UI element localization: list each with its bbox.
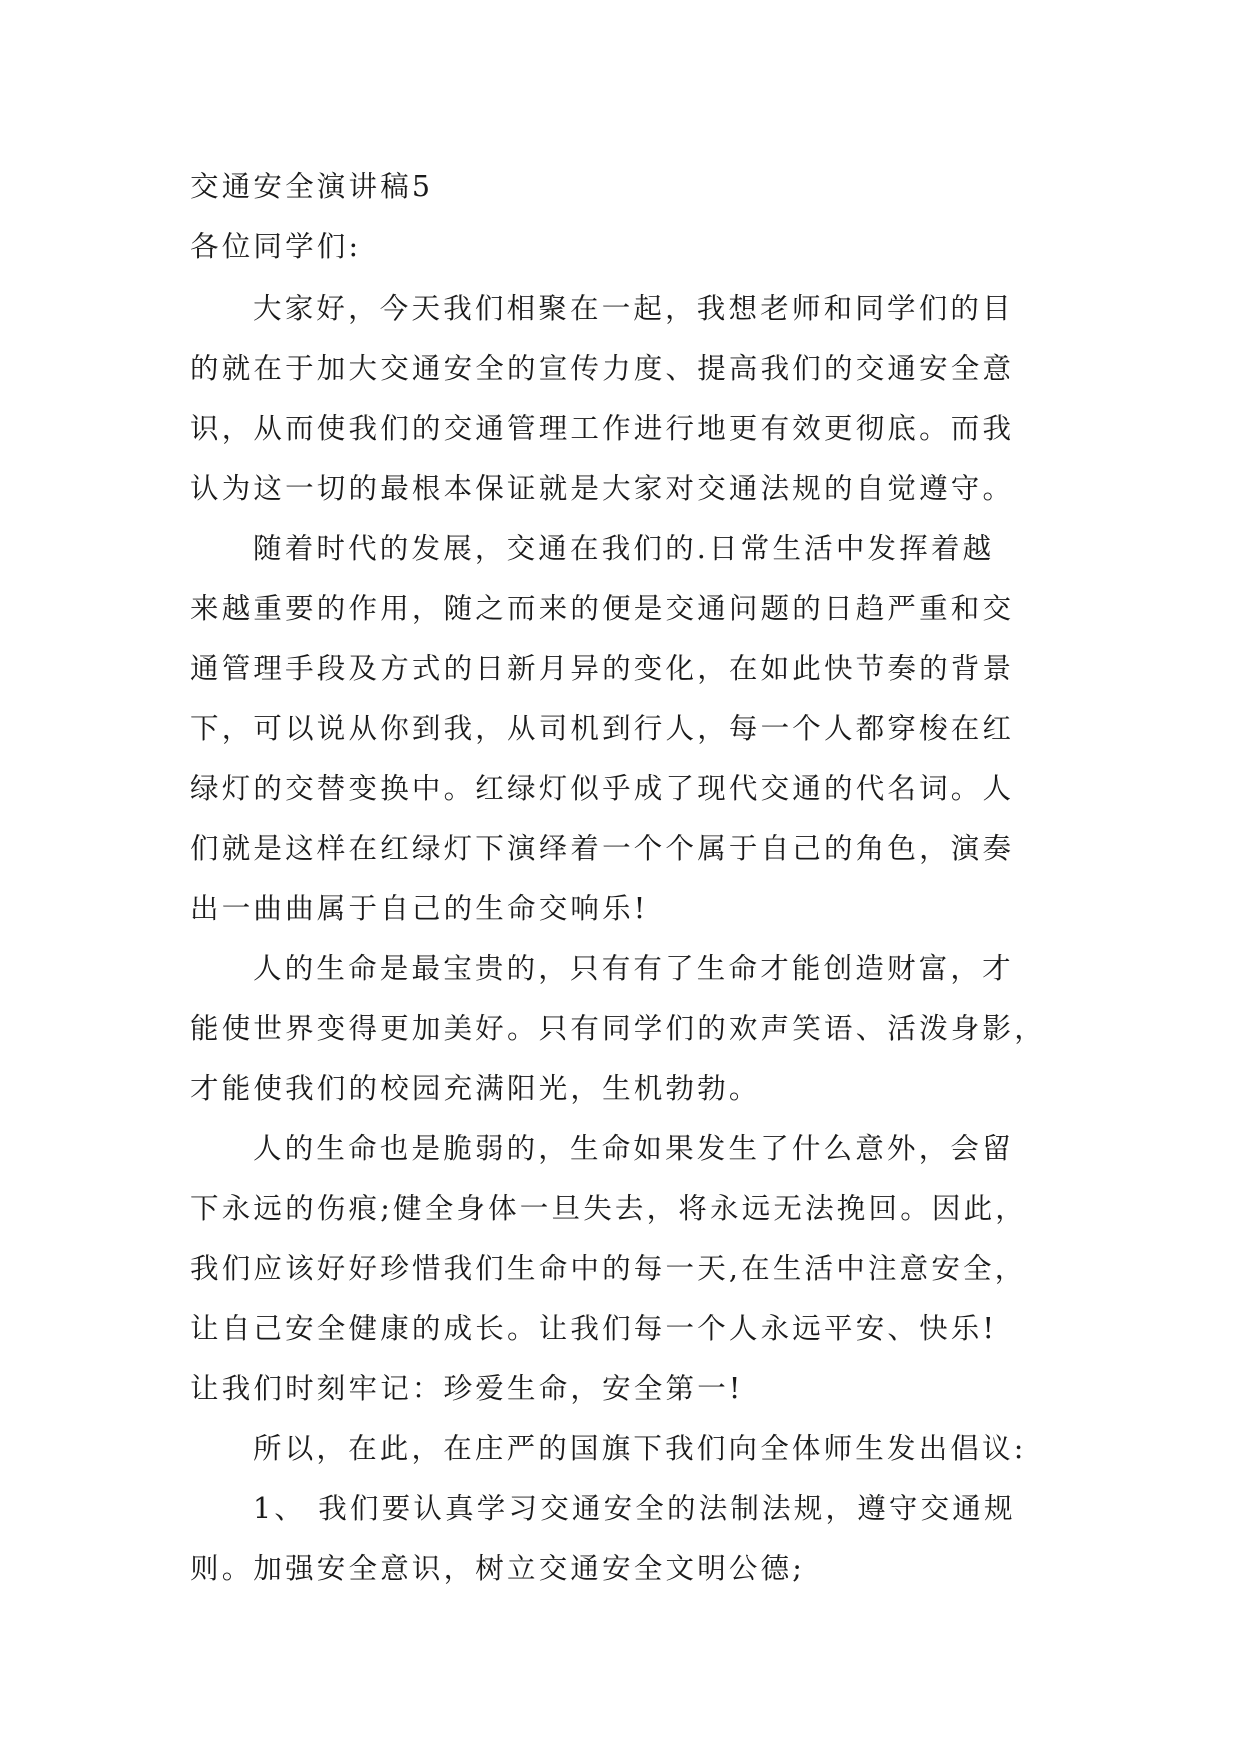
paragraph-line: 人的生命是最宝贵的，只有有了生命才能创造财富，才 [253, 952, 1014, 985]
paragraph-line: 下，可以说从你到我，从司机到行人，每一个人都穿梭在红 [190, 712, 1015, 745]
paragraph-line: 的就在于加大交通安全的宣传力度、提高我们的交通安全意 [190, 352, 1015, 385]
paragraph-line: 来越重要的作用，随之而来的便是交通问题的日趋严重和交 [190, 592, 1015, 625]
document-title: 交通安全演讲稿5 [190, 170, 434, 203]
paragraph-line: 们就是这样在红绿灯下演绎着一个个属于自己的角色，演奏 [190, 832, 1015, 865]
paragraph-line: 下永远的伤痕;健全身体一旦失去，将永远无法挽回。因此， [190, 1192, 1028, 1225]
paragraph-line: 我们应该好好珍惜我们生命中的每一天,在生活中注意安全， [190, 1252, 1027, 1285]
paragraph-line: 大家好，今天我们相聚在一起，我想老师和同学们的目 [253, 292, 1014, 325]
paragraph-line: 出一曲曲属于自己的生命交响乐! [190, 892, 649, 925]
paragraph-line: 识，从而使我们的交通管理工作进行地更有效更彻底。而我 [190, 412, 1015, 445]
list-item-line: 1、 我们要认真学习交通安全的法制法规，遵守交通规 [253, 1492, 1016, 1525]
paragraph-line: 所以，在此，在庄严的国旗下我们向全体师生发出倡议: [253, 1432, 1027, 1465]
salutation: 各位同学们: [190, 230, 362, 263]
paragraph-line: 认为这一切的最根本保证就是大家对交通法规的自觉遵守。 [190, 472, 1015, 505]
paragraph-line: 让我们时刻牢记：珍爱生命，安全第一! [190, 1372, 744, 1405]
paragraph-line: 能使世界变得更加美好。只有同学们的欢声笑语、活泼身影， [190, 1012, 1046, 1045]
paragraph-line: 绿灯的交替变换中。红绿灯似乎成了现代交通的代名词。人 [190, 772, 1015, 805]
paragraph-line: 通管理手段及方式的日新月异的变化，在如此快节奏的背景 [190, 652, 1015, 685]
list-item-line: 则。加强安全意识，树立交通安全文明公德; [190, 1552, 806, 1585]
paragraph-line: 人的生命也是脆弱的，生命如果发生了什么意外，会留 [253, 1132, 1014, 1165]
paragraph-line: 随着时代的发展，交通在我们的.日常生活中发挥着越 [253, 532, 995, 565]
paragraph-line: 让自己安全健康的成长。让我们每一个人永远平安、快乐! [190, 1312, 998, 1345]
paragraph-line: 才能使我们的校园充满阳光，生机勃勃。 [190, 1072, 761, 1105]
